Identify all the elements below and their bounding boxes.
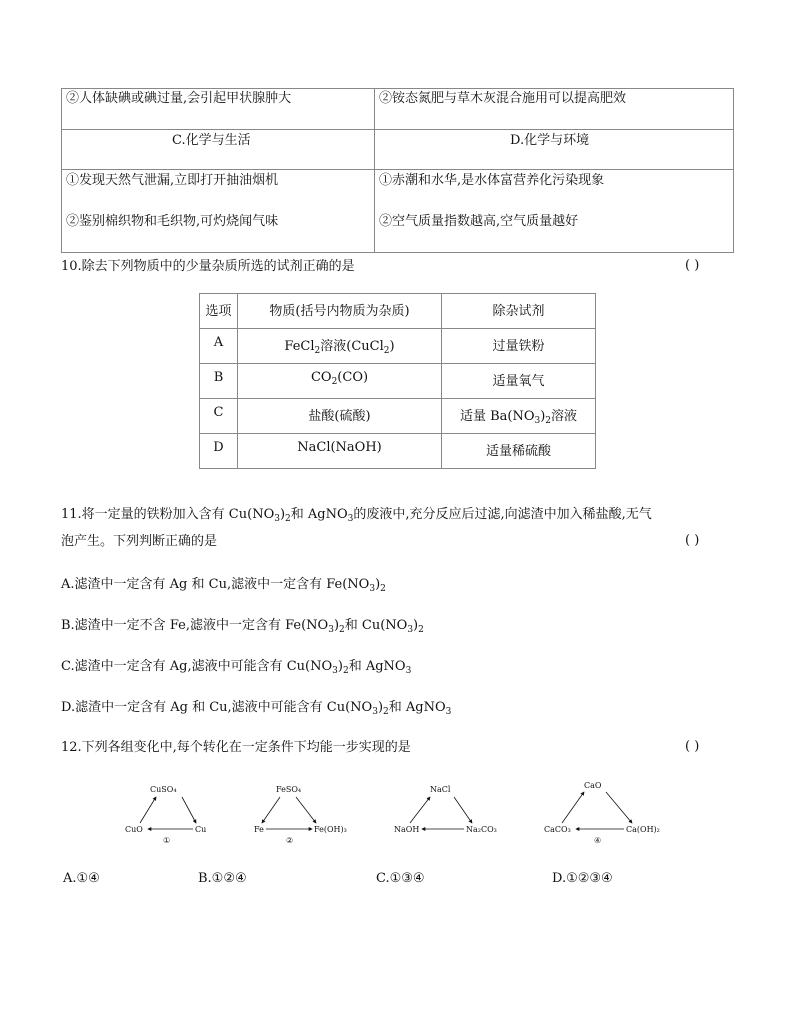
q12-diagram-4 [542, 778, 672, 848]
q12-diagram-3 [392, 778, 522, 848]
q12-diagram-2 [250, 778, 380, 848]
table-row [200, 434, 596, 469]
diagram-1-top: CuSO₄ [150, 785, 177, 794]
c-item2-text: ②鉴别棉织物和毛织物,可灼烧闻气味 [66, 214, 279, 229]
diagram-1-right: Cu [195, 825, 207, 834]
row1-right-text: ②铵态氮肥与草木灰混合施用可以提高肥效 [379, 91, 627, 106]
q11-option-b: B.滤渣中一定不含 Fe,滤液中一定含有 $Fe(NO_3)_2$和 $Cu(NO_3)_2$ [61, 618, 424, 635]
diagram-2-left: Fe [254, 825, 264, 834]
diagram-2-right: Fe(OH)₃ [314, 825, 347, 834]
row-substance: $CO_2(CO)$ [238, 364, 442, 399]
row-reagent: 适量 $Ba(NO_3)_2$溶液 [442, 399, 596, 434]
row-option: C [200, 399, 238, 434]
table-row [200, 364, 596, 399]
q11-option-d: D.滤渣中一定含有 Ag 和 Cu,滤液中可能含有 $Cu(NO_3)_2$和 AgNO$_3$ [61, 700, 452, 717]
q11-option-c: C.滤渣中一定含有 Ag,滤液中可能含有 $Cu(NO_3)_2$和 AgNO$_3$ [61, 659, 412, 676]
q10-table [199, 293, 596, 469]
table-header-row [200, 294, 596, 329]
row1-left-text: ②人体缺碘或碘过量,会引起甲状腺肿大 [66, 91, 292, 106]
row-reagent: 过量铁粉 [442, 329, 596, 364]
col-header-reagent: 除杂试剂 [442, 294, 596, 329]
q11-stem-line1: 11.将一定量的铁粉加入含有 $Cu(NO_3)_2$和 AgNO$_3$的废液中,充分反应后过滤,向滤渣中加入稀盐酸,无气 [61, 507, 652, 524]
row-reagent: 适量稀硫酸 [442, 434, 596, 469]
c-item1-text: ①发现天然气泄漏,立即打开抽油烟机 [66, 173, 279, 188]
row-option: D [200, 434, 238, 469]
q12-option-c: C.①③④ [376, 871, 425, 886]
diagram-1-num: ① [163, 836, 171, 845]
q10-stem: 10.除去下列物质中的少量杂质所选的试剂正确的是 [61, 259, 355, 274]
diagram-3-right: Na₂CO₃ [466, 825, 497, 834]
diagram-1-left: CuO [125, 825, 143, 834]
diagram-4-top: CaO [584, 781, 602, 790]
q10-answer-paren: ( ) [685, 258, 700, 273]
q11-stem-line2: 泡产生。下列判断正确的是 [61, 534, 218, 549]
table-row [200, 399, 596, 434]
diagram-4-right: Ca(OH)₂ [626, 825, 660, 834]
row-option: B [200, 364, 238, 399]
diagram-2-num: ② [286, 836, 294, 845]
q12-answer-paren: ( ) [685, 739, 700, 754]
col-header-option: 选项 [200, 294, 238, 329]
q12-stem: 12.下列各组变化中,每个转化在一定条件下均能一步实现的是 [61, 740, 411, 755]
row-substance: FeCl$_2$溶液(CuCl$_2$) [238, 329, 442, 364]
diagram-2-top: FeSO₄ [276, 785, 302, 794]
header-c-text: C.化学与生活 [172, 133, 251, 148]
row-reagent: 适量氧气 [442, 364, 596, 399]
table-row [200, 329, 596, 364]
diagram-4-left: CaCO₃ [544, 825, 571, 834]
q12-option-d: D.①②③④ [552, 871, 613, 886]
row-option: A [200, 329, 238, 364]
q12-option-b: B.①②④ [198, 871, 247, 886]
header-d-text: D.化学与环境 [510, 133, 590, 148]
d-item1-text: ①赤潮和水华,是水体富营养化污染现象 [379, 173, 605, 188]
q12-option-a: A.①④ [63, 871, 100, 886]
q12-diagram-1 [118, 778, 248, 848]
q11-answer-paren: ( ) [685, 533, 700, 548]
d-item2-text: ②空气质量指数越高,空气质量越好 [379, 214, 579, 229]
q11-option-a: A.滤渣中一定含有 Ag 和 Cu,滤液中一定含有 $Fe(NO_3)_2$ [61, 577, 386, 594]
row-substance: NaCl(NaOH) [238, 434, 442, 469]
diagram-3-left: NaOH [394, 825, 420, 834]
col-header-substance: 物质(括号内物质为杂质) [238, 294, 442, 329]
diagram-4-num: ④ [594, 836, 602, 845]
row-substance: 盐酸(硫酸) [238, 399, 442, 434]
diagram-3-top: NaCl [430, 785, 451, 794]
